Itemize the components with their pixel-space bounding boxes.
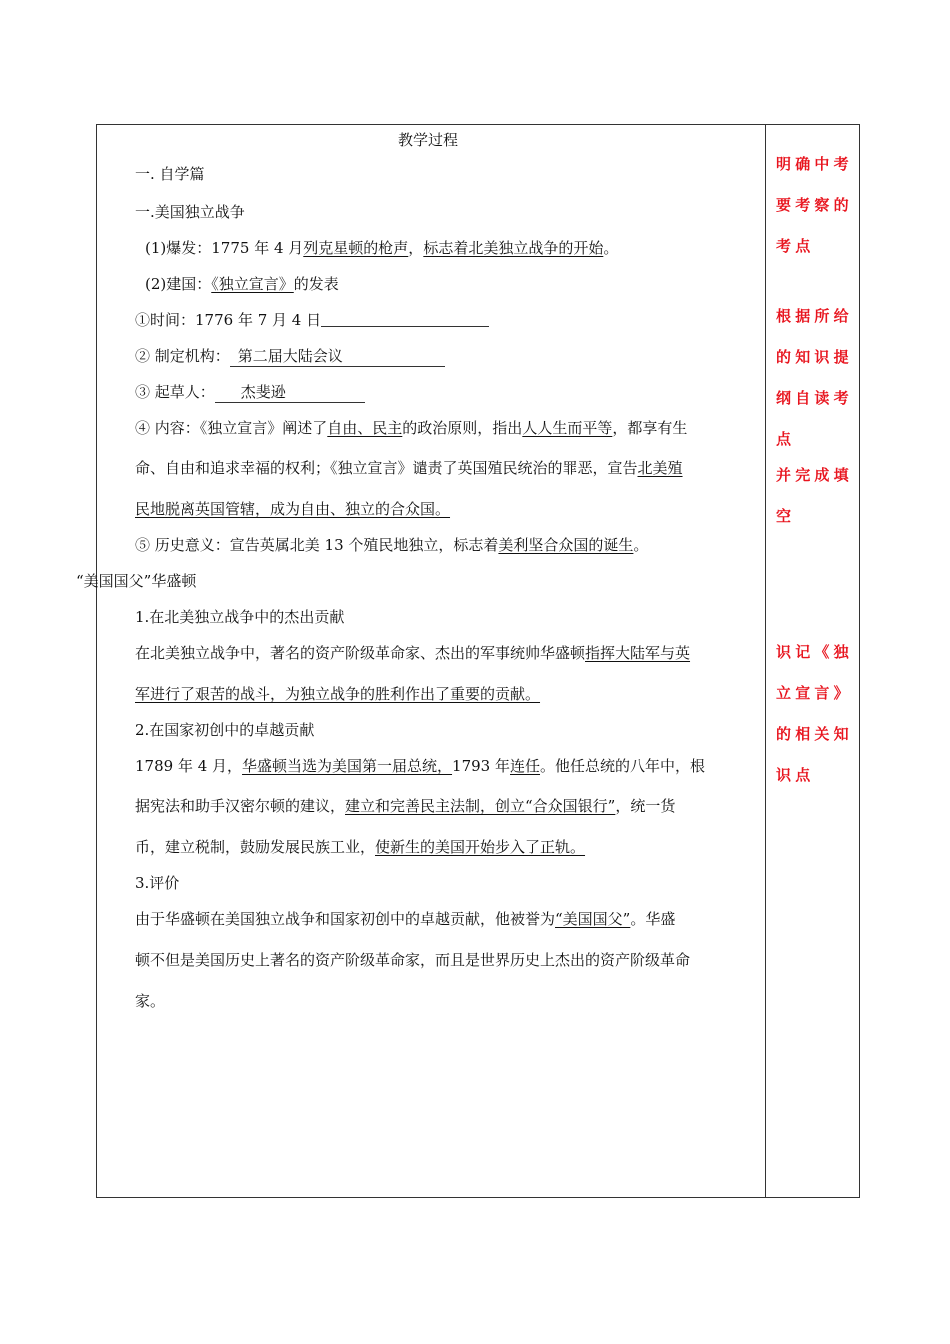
body-blank (230, 346, 445, 367)
contrib2-text: 据宪法和助手汉密尔顿的建议， (135, 797, 346, 815)
outbreak-line (145, 238, 618, 258)
contrib2-highlight: 连任 (510, 757, 541, 775)
outbreak-event: 列克星顿的枪声 (303, 239, 409, 257)
meaning-suffix: 。 (633, 536, 649, 554)
content-text: 命、自由和追求幸福的权利；《独立宣言》谴责了英国殖民统治的罪恶，宣告 (135, 459, 638, 477)
meaning-prefix: ⑤ 历史意义：宣告英属北美 13 个殖民地独立，标志着 (135, 536, 499, 554)
outbreak-mid: ， (408, 239, 424, 257)
note-line: 明确中考 (776, 155, 853, 173)
time-label: ①时间：1776 年 7 月 4 日 (135, 311, 322, 329)
note-line: 空 (776, 507, 796, 525)
founding-prefix: (2)建国： (145, 275, 212, 293)
contrib2-text: 1793 年 (452, 757, 510, 775)
contrib2-text: 1789 年 4 月， (135, 757, 243, 775)
evaluation-title: 3.评价 (135, 874, 180, 892)
meaning-value: 美利坚合众国的诞生 (498, 536, 634, 554)
contrib2-line-1 (135, 756, 705, 776)
note-line: 立宣言》 (776, 684, 853, 702)
note-line: 点 (776, 430, 796, 448)
contrib2-text: 币，建立税制，鼓励发展民族工业， (135, 838, 376, 856)
contrib1-highlight: 军进行了艰苦的战斗，为独立战争的胜利作出了重要的贡献。 (135, 685, 541, 703)
note-line: 考点 (776, 237, 815, 255)
note-line: 纲自读考 (776, 389, 853, 407)
founding-document: 《独立宣言》 (211, 275, 294, 293)
body-line (135, 346, 445, 367)
content-highlight: 自由、民主 (327, 419, 403, 437)
outbreak-suffix: 。 (603, 239, 619, 257)
contrib2-text: ，统一货 (615, 797, 676, 815)
notes-column (766, 125, 859, 1197)
table-header: 教学过程 (398, 131, 459, 149)
content-text: ④ 内容：《独立宣言》阐述了 (135, 419, 328, 437)
lesson-table (76, 124, 860, 1198)
founding-suffix: 的发表 (293, 275, 339, 293)
topic-title-washington: “美国国父”华盛顿 (76, 572, 197, 590)
note-line: 识记《独 (776, 643, 853, 661)
note-line: 的相关知 (776, 725, 853, 743)
content-highlight: 民地脱离英国管辖，成为自由、独立的合众国。 (135, 500, 451, 518)
contrib2-highlight: 华盛顿当选为美国第一届总统， (242, 757, 453, 775)
time-blank (321, 310, 489, 327)
content-line-2 (135, 458, 683, 478)
content-line-3 (135, 499, 450, 519)
evaluation-line-1 (135, 909, 675, 929)
contrib1-line-2 (135, 684, 540, 704)
content-text: 的政治原则，指出 (402, 419, 523, 437)
content-highlight: 北美殖 (637, 459, 683, 477)
note-line: 识点 (776, 766, 815, 784)
note-line: 的知识提 (776, 348, 853, 366)
outbreak-prefix: (1)爆发：1775 年 4 月 (145, 239, 304, 257)
meaning-line (135, 535, 648, 555)
content-highlight: 人人生而平等 (522, 419, 613, 437)
topic-title-independence: 一.美国独立战争 (135, 203, 245, 221)
contrib2-title: 2.在国家初创中的卓越贡献 (135, 721, 315, 739)
main-column (76, 125, 765, 1197)
note-line: 要考察的 (776, 196, 853, 214)
drafter-line (135, 382, 365, 403)
founding-line (145, 274, 339, 294)
note-line: 并完成填 (776, 466, 853, 484)
contrib1-title: 1.在北美独立战争中的杰出贡献 (135, 608, 345, 626)
contrib2-line-2 (135, 796, 675, 816)
contrib1-text: 在北美独立战争中，著名的资产阶级革命家、杰出的军事统帅华盛顿 (135, 644, 586, 662)
contrib2-highlight: 建立和完善民主法制，创立“合众国银行” (345, 797, 616, 815)
evaluation-line-3: 家。 (135, 992, 166, 1010)
contrib2-text: 。他任总统的八年中，根 (540, 757, 706, 775)
evaluation-text: 。华盛 (630, 910, 676, 928)
note-line: 根据所给 (776, 307, 853, 325)
outbreak-significance: 标志着北美独立战争的开始 (423, 239, 604, 257)
contrib2-line-3 (135, 837, 585, 857)
body-label: ② 制定机构： (135, 347, 230, 365)
time-line (135, 310, 489, 330)
body-value: 第二届大陆会议 (237, 347, 343, 365)
contrib1-line-1 (135, 643, 690, 663)
contrib1-highlight: 指挥大陆军与英 (585, 644, 691, 662)
content-line-1 (135, 418, 687, 438)
evaluation-highlight: “美国国父” (555, 910, 631, 928)
contrib2-highlight: 使新生的美国开始步入了正轨。 (375, 838, 586, 856)
drafter-label: ③ 起草人： (135, 383, 215, 401)
section-label: 一. 自学篇 (135, 165, 205, 183)
drafter-blank (215, 382, 365, 403)
evaluation-line-2: 顿不但是美国历史上著名的资产阶级革命家，而且是世界历史上杰出的资产阶级革命 (135, 951, 691, 969)
evaluation-text: 由于华盛顿在美国独立战争和国家初创中的卓越贡献，他被誉为 (135, 910, 556, 928)
content-text: ，都享有生 (612, 419, 688, 437)
drafter-value: 杰斐逊 (240, 383, 286, 401)
